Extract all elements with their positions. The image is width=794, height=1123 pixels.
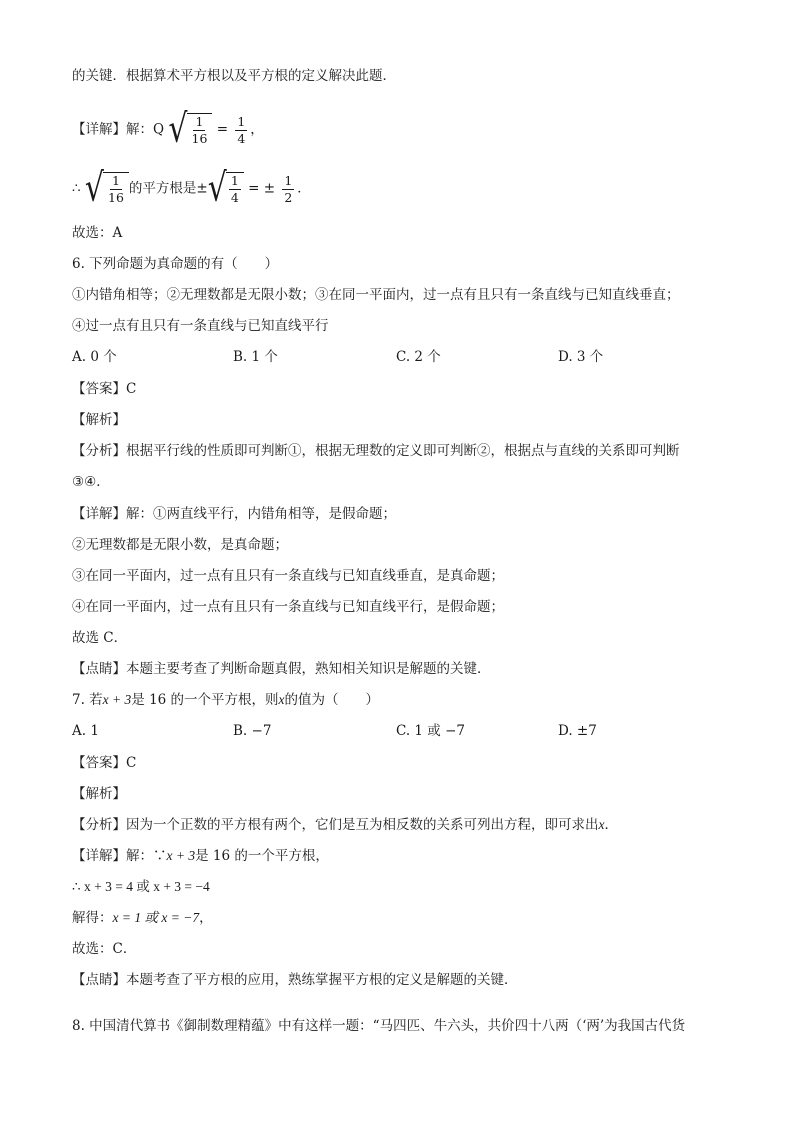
q5-sqrt-1-4: √ $\frac{1}{4}$ <box>208 172 244 206</box>
answer-tag: 【答案】 <box>72 755 126 771</box>
q7-option-a: A. 1 <box>72 723 99 739</box>
q6-stem: 6. 下列命题为真命题的有（ ） <box>72 256 279 272</box>
q5-sqrt-1-16: √ $\frac{1}{16}$ <box>168 113 212 147</box>
q5-mid-text: 的平方根是± <box>128 180 208 197</box>
q7-choice: 故选：C． <box>72 941 137 957</box>
q7-fenxi-line: 【分析】因为一个正数的平方根有两个，它们是互为相反数的关系可列出方程，即可求出x． <box>72 817 618 833</box>
q5-sqrt-1-16-b: √ $\frac{1}{16}$ <box>85 172 129 206</box>
detail-tag: 【详解】 <box>72 121 126 138</box>
q6-fenxi-line <box>72 441 680 461</box>
q7-expr: x + 3 <box>102 692 132 707</box>
q6-fenxi-text: 根据平行线的性质即可判断①，根据无理数的定义即可判断②，根据点与直线的关系即可判断 <box>126 443 680 459</box>
q6-dianjing-text: 本题主要考查了判断命题真假，熟知相关知识是解题的关键． <box>126 661 491 677</box>
q7-stem: 7. 若x + 3是 16 的一个平方根，则x的值为（ ） <box>72 692 380 708</box>
q5-therefore-line <box>72 165 311 212</box>
q7-dianjing-line: 【点睛】本题考查了平方根的应用，熟练掌握平方根的定义是解题的关键． <box>72 972 518 988</box>
q5-equals: = <box>216 121 229 138</box>
q6-analysis-tag: 【解析】 <box>72 412 126 428</box>
q7-answer: C <box>126 755 137 771</box>
q7-option-b: B. −7 <box>233 723 272 739</box>
q7-option-d: D. ±7 <box>558 723 597 739</box>
q7-var: x <box>278 692 285 707</box>
q6-choice: 故选 C． <box>72 630 128 646</box>
q6-detail-2: ②无理数都是无限小数，是真命题； <box>72 537 288 553</box>
q6-answer-line <box>72 379 136 399</box>
q6-detail-4: ④在同一平面内，过一点有且只有一条直线与已知直线平行，是假命题； <box>72 599 504 615</box>
q8-stem: 8. 中国清代算书《御制数理精蕴》中有这样一题：“马四匹、牛六头，共价四十八两（‘两’为我国古代货 <box>72 1018 686 1034</box>
detail-tag: 【详解】 <box>72 848 126 864</box>
answer-tag: 【答案】 <box>72 381 126 397</box>
q7-analysis-tag: 【解析】 <box>72 786 126 802</box>
q6-detail-line <box>72 504 396 524</box>
q7-detail-line: 【详解】解：∵x + 3是 16 的一个平方根， <box>72 848 329 864</box>
q5-detail-prefix: 解：Q <box>126 121 165 138</box>
q7-answer-line <box>72 753 136 773</box>
q6-option-d: D. 3 个 <box>558 349 604 365</box>
q5-frac-1-2: $\frac{1}{2}$ <box>284 172 293 205</box>
therefore-symbol: ∴ <box>72 180 81 197</box>
q5-frac-1-4: $\frac{1}{4}$ <box>237 113 246 146</box>
q6-option-b: B. 1 个 <box>233 349 278 365</box>
intro-line: 的关键．根据算术平方根以及平方根的定义解决此题． <box>72 68 396 84</box>
q6-answer: C <box>126 381 137 397</box>
fenxi-tag: 【分析】 <box>72 443 126 459</box>
q7-detail-2: ∴ x + 3 = 4 或 x + 3 = −4 <box>72 879 210 894</box>
q6-fenxi-line-2: ③④． <box>72 474 110 490</box>
q6-dianjing-line <box>72 659 491 679</box>
q6-statement-line-1: ①内错角相等；②无理数都是无限小数；③在同一平面内，过一点有且只有一条直线与已知直线垂直； <box>72 287 680 303</box>
q5-eq-pm: = ± <box>248 180 276 197</box>
dianjing-tag: 【点睛】 <box>72 661 126 677</box>
q7-option-c: C. 1 或 −7 <box>396 723 466 739</box>
q6-statement-line-2: ④过一点有且只有一条直线与已知直线平行 <box>72 318 329 334</box>
q6-option-c: C. 2 个 <box>396 349 441 365</box>
q6-detail-1: 解：①两直线平行，内错角相等，是假命题； <box>126 506 396 522</box>
q5-comma: ， <box>250 121 264 138</box>
q5-period: ． <box>297 180 311 197</box>
q5-choice: 故选：A <box>72 225 123 241</box>
detail-tag: 【详解】 <box>72 506 126 522</box>
q7-detail-3: 解得：x = 1 或 x = −7， <box>72 910 213 926</box>
q5-detail-line <box>72 106 264 153</box>
fenxi-tag: 【分析】 <box>72 817 126 833</box>
dianjing-tag: 【点睛】 <box>72 972 126 988</box>
q6-detail-3: ③在同一平面内，过一点有且只有一条直线与已知直线垂直，是真命题； <box>72 568 504 584</box>
q6-option-a: A. 0 个 <box>72 349 117 365</box>
